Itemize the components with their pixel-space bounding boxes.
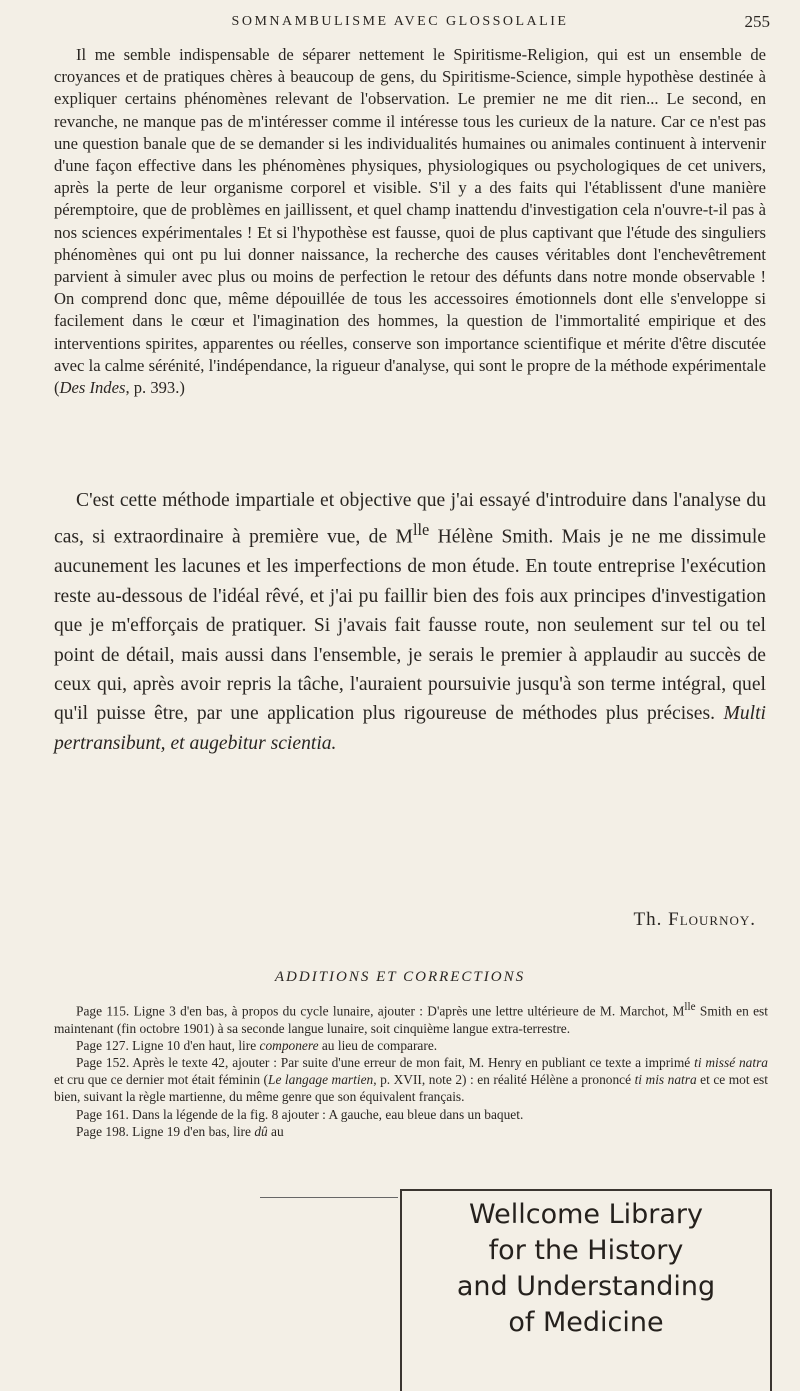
page-number: 255 [744, 12, 770, 31]
correction-text: et ce mot est bien, suivant la règle martienne, du même genre que son équivalent français. [54, 1072, 768, 1105]
correction-text: Smith en est maintenant (fin octobre 1901) à sa seconde langue lunaire, soit cinquième langue extra-terrestre. [54, 1003, 768, 1036]
latin-motto: Multi pertransibunt, et augebitur scientia. [54, 703, 766, 754]
correction-text: Page 152. Après le texte 42, ajouter : Par suite d'une erreur de mon fait, M. Henry en publiant ce texte a imprimé [76, 1055, 695, 1071]
correction-italic: ti missé natra [694, 1055, 768, 1071]
section-heading: ADDITIONS ET CORRECTIONS [274, 969, 526, 985]
signature-initial: Th. [633, 909, 669, 930]
body-paragraph-2 [54, 486, 766, 758]
paragraph-2-text-b: Hélène Smith. Mais je ne me dissimule aucunement les lacunes et les imperfections de mon étude. En toute entreprise l'exécution reste au-dessous de l'idéal rêvé, et j'ai pu faillir bien des fois aux principes d'investigation que je m'efforçais de pratiquer. Si j'avais fait fausse route, non seulement sur tel ou tel point de détail, mais aussi dans l'ensemble, je serais le premier à applaudir au succès de ceux qui, après avoir repris la tâche, l'auraient poursuivie jusqu'à son terme intégral, quel qu'il puisse être, par une application plus rigoureuse de méthodes plus précises. [54, 526, 766, 725]
correction-italic: ti mis natra [634, 1072, 697, 1088]
correction-text: Page 127. Ligne 10 d'en haut, lire [76, 1037, 260, 1053]
correction-text: Page 198. Ligne 19 d'en bas, lire [76, 1123, 255, 1139]
correction-text: Page 161. Dans la légende de la fig. 8 ajouter : A gauche, eau bleue dans un baquet. [76, 1106, 524, 1122]
stamp-line-4: of Medicine [508, 1307, 664, 1338]
correction-item [54, 1054, 768, 1106]
correction-text: , p. XVII, note 2) : en réalité Hélène a prononcé [373, 1072, 635, 1088]
paragraph-2-text-a: C'est cette méthode impartiale et objective que j'ai essayé d'introduire dans l'analyse du cas, si extraordinaire à première vue, de M [54, 490, 766, 548]
correction-text: au [267, 1123, 284, 1139]
correction-item [54, 999, 768, 1037]
correction-italic: Le langage martien [268, 1072, 374, 1088]
correction-item [54, 1123, 424, 1140]
library-stamp [400, 1189, 772, 1391]
running-head: SOMNAMBULISME AVEC GLOSSOLALIE [231, 14, 569, 29]
stamp-line-1: Wellcome Library [469, 1199, 703, 1230]
correction-item [54, 1037, 768, 1054]
correction-text: au lieu de comparare. [318, 1037, 438, 1053]
paragraph-2-superscript: lle [412, 520, 430, 540]
correction-italic: componere [259, 1037, 319, 1053]
stamp-line-3: and Understanding [456, 1271, 716, 1302]
correction-text: et cru que ce dernier mot était féminin ( [54, 1072, 268, 1088]
stamp-line-2: for the History [488, 1235, 684, 1266]
correction-text: Page 115. Ligne 3 d'en bas, à propos du cycle lunaire, ajouter : D'après une lettre ultérieure de M. Marchot, M [76, 1003, 685, 1019]
correction-italic: dû [254, 1123, 268, 1139]
paragraph-1-end: , p. 393.) [125, 378, 185, 398]
paragraph-1-text: Il me semble indispensable de séparer nettement le Spiritisme-Religion, qui est un ensemble de croyances et de pratiques chères à beaucoup de gens, du Spiritisme-Science, simple hypothèse destinée à expliquer certains phénomènes relevant de l'observation. Le premier ne me dit rien... Le second, en revanche, ne manque pas de m'intéresser comme il intéresse tous les curieux de la nature. Car ce n'est pas une question banale que de se demander si les individualités humaines ou animales continuent à intervenir d'une façon effective dans les phénomènes physiques, physiologiques ou psychologiques de cet univers, après la perte de leur organisme corporel et visible. S'il y a des faits qui l'établissent d'une manière péremptoire, que de problèmes en jaillissent, et quel champ inattendu d'investigation cela n'ouvre-t-il pas à nos sciences expérimentales ! Et si l'hypothèse est fausse, quoi de plus captivant que l'étude des singuliers phénomènes qui ont pu lui donner naissance, la recherche des causes véritables dont l'enchevêtrement parvient à simuler avec plus ou moins de perfection le retour des défunts dans notre monde observable ! On comprend donc que, même dépouillée de tous les accessoires émotionnels dont elle s'enveloppe si facilement dans le cœur et l'imagination des hommes, la question de l'immortalité empirique et des interventions spirites, apparentes ou réelles, conserve son importance scientifique et mérite d'être discutée avec la calme sérénité, l'indépendance, la rigueur d'analyse, qui sont le propre de la méthode expérimentale ( [54, 45, 766, 398]
correction-superscript: lle [684, 1001, 696, 1013]
paragraph-1-reference: Des Indes [59, 378, 126, 398]
signature-name: Flournoy. [668, 909, 756, 930]
author-signature [634, 909, 756, 931]
stamp-dash-line [260, 1197, 398, 1198]
body-paragraph-1 [54, 44, 766, 399]
corrections-list [54, 999, 768, 1140]
correction-item [54, 1106, 768, 1123]
